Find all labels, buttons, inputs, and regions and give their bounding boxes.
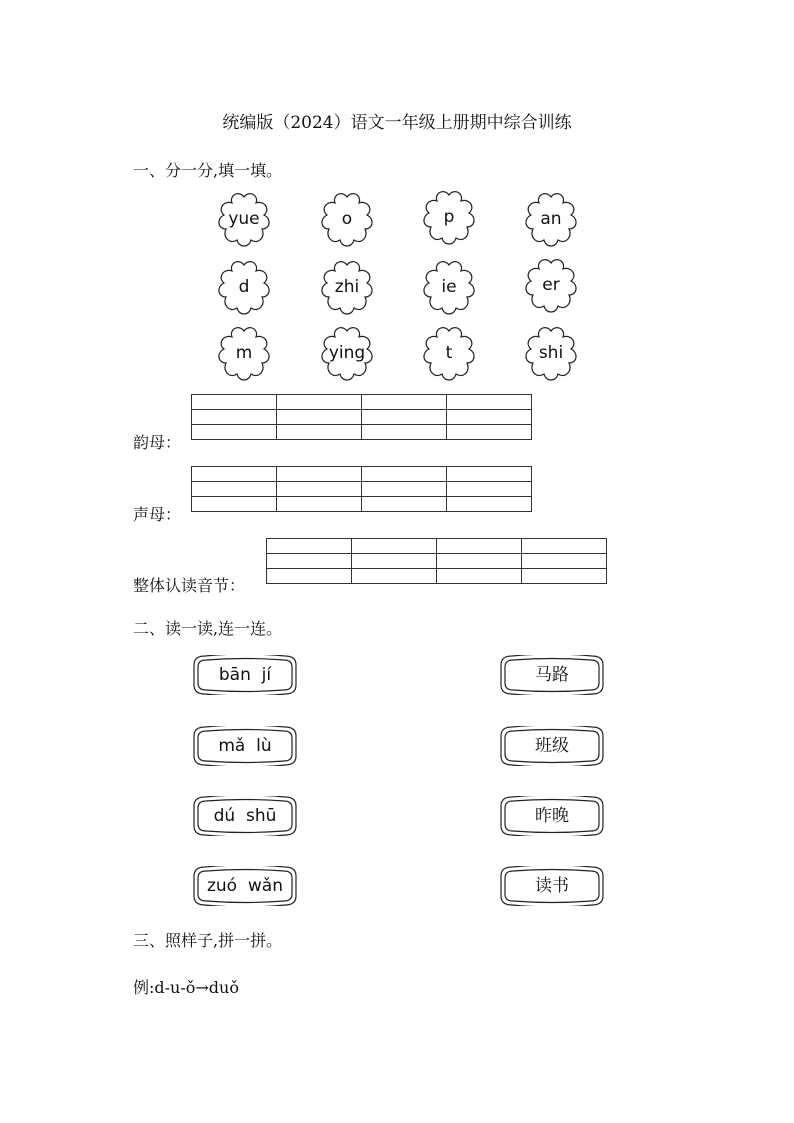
word-text: 马路 [535, 665, 569, 685]
pinyin-card[interactable] [193, 796, 297, 836]
flower-card[interactable] [419, 325, 479, 385]
flower-text: o [341, 209, 353, 229]
flower-text: er [542, 275, 560, 295]
pinyin-text: zuó wǎn [206, 876, 283, 896]
word-card[interactable] [500, 796, 604, 836]
section-3-heading: 三、照样子,拼一拼。 [133, 931, 283, 950]
pinyin-text: mǎ lù [218, 736, 272, 756]
flower-card[interactable] [214, 259, 274, 319]
flower-card[interactable] [521, 191, 581, 251]
flower-text: ying [328, 343, 366, 363]
pinyin-card[interactable] [193, 866, 297, 906]
flower-text: yue [228, 209, 260, 229]
flower-card[interactable] [419, 259, 479, 319]
flower-text: shi [538, 343, 564, 363]
flower-card[interactable] [521, 325, 581, 385]
section-2-heading: 二、读一读,连一连。 [133, 619, 283, 638]
flower-card[interactable] [214, 325, 274, 385]
flower-card[interactable] [317, 191, 377, 251]
flower-text: m [235, 343, 253, 363]
example-line: 例:d-u-ǒ→duǒ [133, 978, 239, 997]
word-card[interactable] [500, 726, 604, 766]
word-text: 班级 [535, 736, 569, 756]
pinyin-card[interactable] [193, 655, 297, 695]
flower-card[interactable] [521, 257, 581, 317]
word-card[interactable] [500, 655, 604, 695]
zhengti-label: 整体认读音节： [133, 576, 246, 595]
flower-text: p [443, 207, 455, 227]
pinyin-card[interactable] [193, 726, 297, 766]
flower-text: t [445, 343, 453, 363]
pinyin-text: dú shū [213, 806, 277, 826]
flower-card[interactable] [317, 325, 377, 385]
section-1-heading: 一、分一分,填一填。 [133, 161, 283, 180]
flower-text: d [238, 277, 250, 297]
yunmu-label: 韵母： [133, 433, 182, 452]
flower-text: zhi [334, 277, 360, 297]
pinyin-text: bān jí [218, 665, 272, 685]
flower-text: an [540, 209, 562, 229]
flower-card[interactable] [317, 259, 377, 319]
yunmu-writing-grid[interactable] [191, 394, 532, 440]
word-text: 读书 [535, 876, 569, 896]
shengmu-writing-grid[interactable] [191, 466, 532, 512]
shengmu-label: 声母： [133, 505, 182, 524]
word-card[interactable] [500, 866, 604, 906]
word-text: 昨晚 [535, 806, 569, 826]
page-title: 统编版（2024）语文一年级上册期中综合训练 [222, 113, 572, 133]
flower-text: ie [441, 277, 457, 297]
flower-card[interactable] [214, 191, 274, 251]
flower-card[interactable] [419, 189, 479, 249]
zhengti-writing-grid[interactable] [266, 538, 607, 584]
